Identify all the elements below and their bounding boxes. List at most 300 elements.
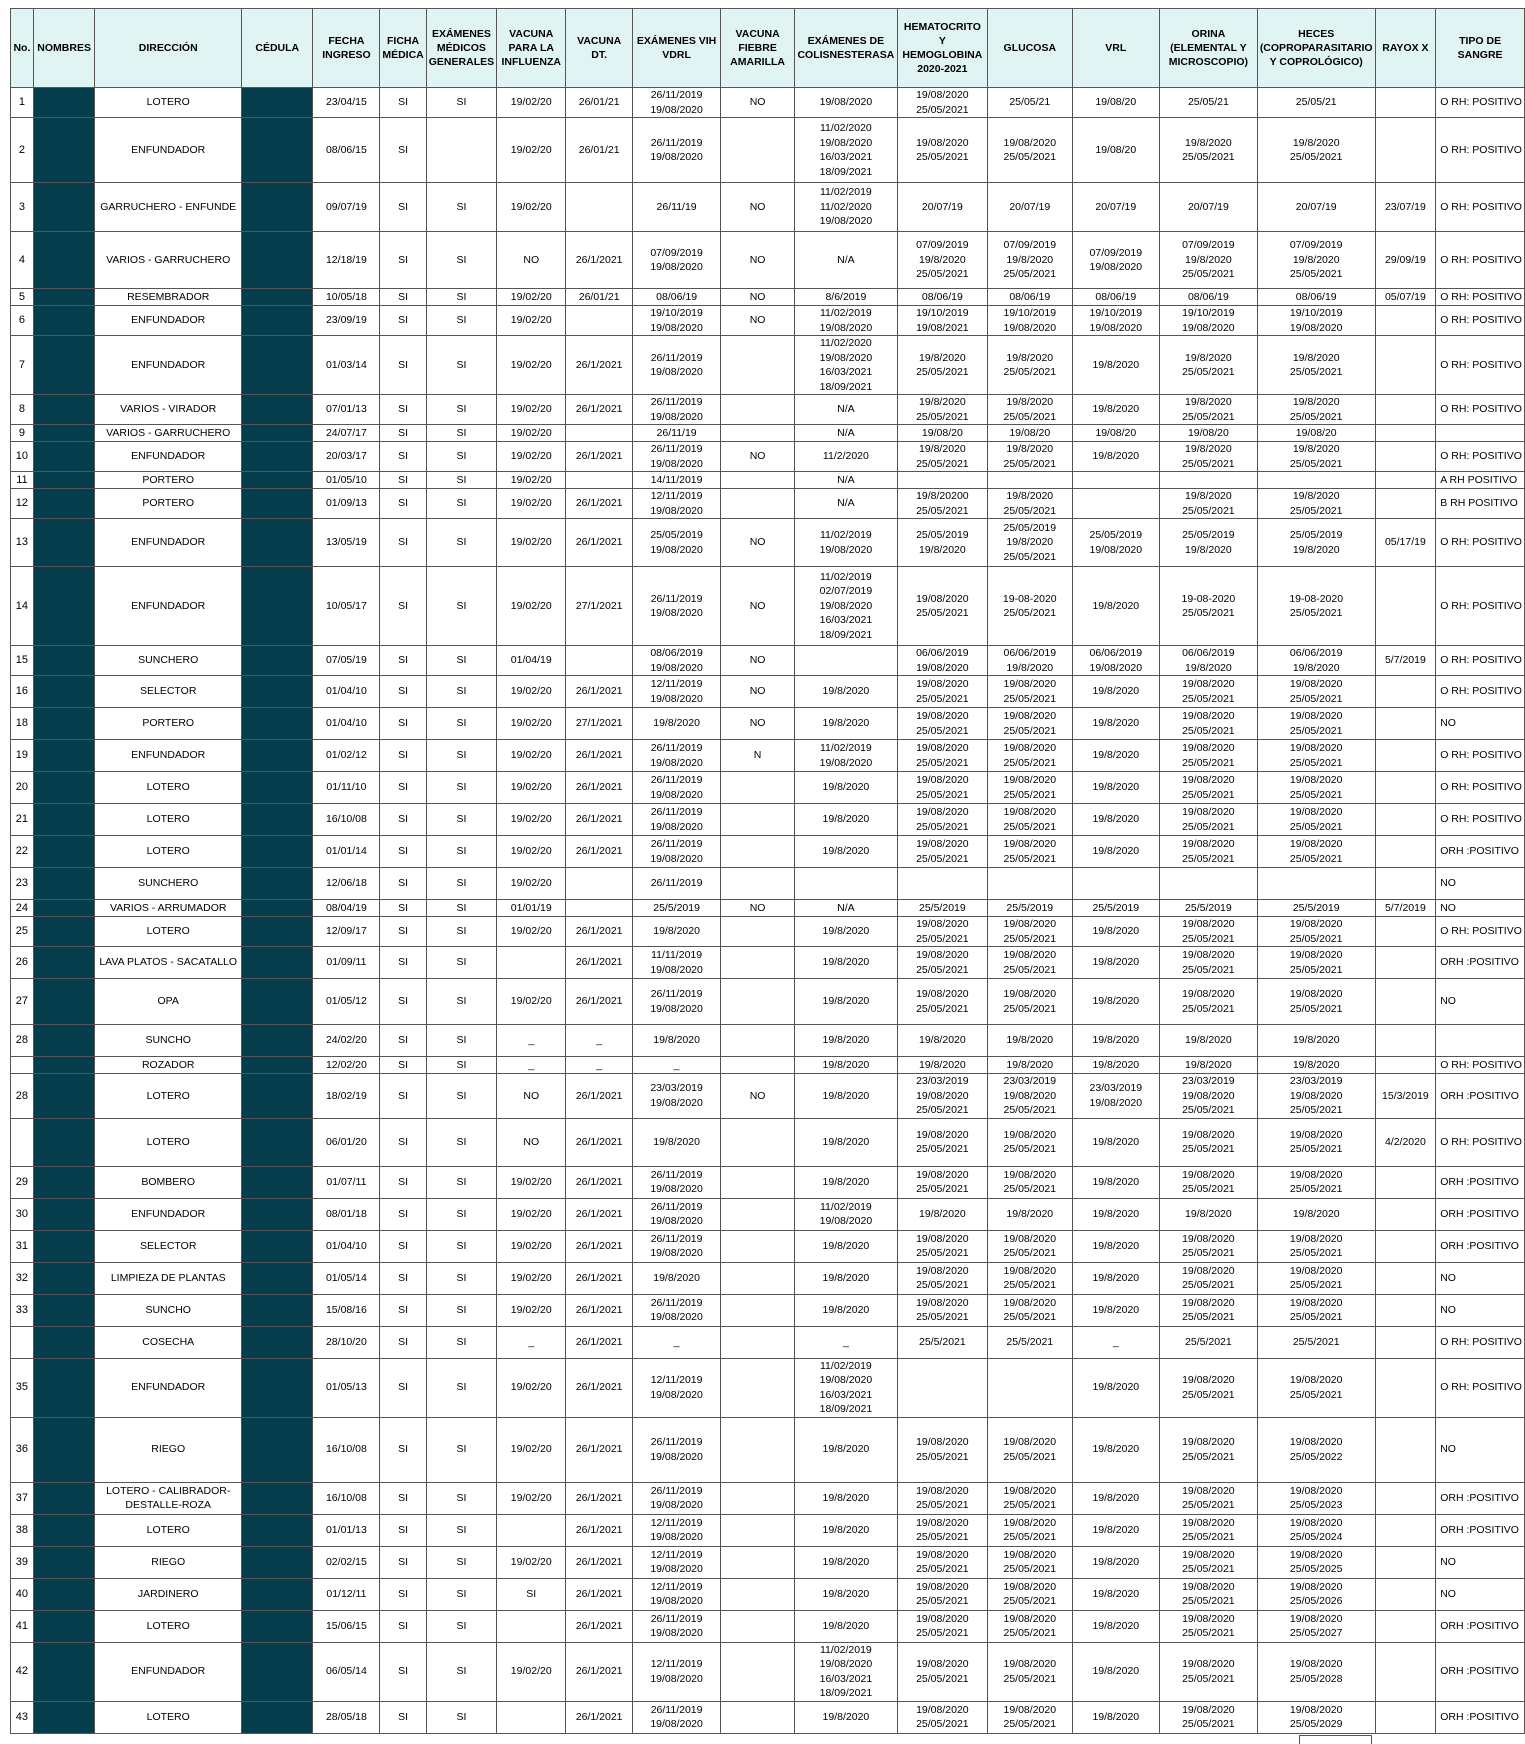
id-cell-redacted[interactable] <box>242 979 313 1025</box>
general-exams-cell[interactable]: SI <box>426 772 496 804</box>
name-cell-redacted[interactable] <box>33 772 95 804</box>
hematocrit-cell[interactable]: 19/8/2020 <box>897 1198 987 1230</box>
row-number[interactable]: 12 <box>11 489 34 519</box>
flu-vaccine-cell[interactable]: 19/02/20 <box>497 289 566 306</box>
name-cell-redacted[interactable] <box>33 1514 95 1546</box>
glucose-cell[interactable]: 19/08/2020 25/05/2021 <box>987 1610 1072 1642</box>
name-cell-redacted[interactable] <box>33 979 95 1025</box>
hematocrit-cell[interactable]: 25/5/2019 <box>897 900 987 917</box>
cholinesterase-cell[interactable]: 19/8/2020 <box>794 1610 897 1642</box>
direction-cell[interactable]: SELECTOR <box>95 676 242 708</box>
column-header[interactable]: NOMBRES <box>33 9 95 88</box>
stool-cell[interactable]: 19/08/2020 25/05/2026 <box>1257 1578 1375 1610</box>
vrl-cell[interactable]: 19/8/2020 <box>1072 395 1159 425</box>
direction-cell[interactable]: ENFUNDADOR <box>95 740 242 772</box>
xray-cell[interactable] <box>1375 1166 1436 1198</box>
blood-type-cell[interactable]: ORH :POSITIVO <box>1436 1642 1525 1701</box>
table-row[interactable] <box>11 88 1525 118</box>
hiv-vdrl-cell[interactable]: 25/05/2019 19/08/2020 <box>633 519 721 567</box>
vrl-cell[interactable]: 19/8/2020 <box>1072 740 1159 772</box>
id-cell-redacted[interactable] <box>242 836 313 868</box>
stool-cell[interactable]: 25/05/2019 19/8/2020 <box>1257 519 1375 567</box>
direction-cell[interactable]: ENFUNDADOR <box>95 336 242 395</box>
name-cell-redacted[interactable] <box>33 306 95 336</box>
flu-vaccine-cell[interactable]: NO <box>497 232 566 289</box>
name-cell-redacted[interactable] <box>33 1326 95 1358</box>
hiv-vdrl-cell[interactable]: 19/8/2020 <box>633 1025 721 1057</box>
glucose-cell[interactable]: 19/08/2020 25/05/2021 <box>987 1546 1072 1578</box>
medical-file-cell[interactable]: SI <box>380 1546 426 1578</box>
glucose-cell[interactable]: 19/8/2020 25/05/2021 <box>987 442 1072 472</box>
xray-cell[interactable]: 29/09/19 <box>1375 232 1436 289</box>
xray-cell[interactable] <box>1375 804 1436 836</box>
hematocrit-cell[interactable]: 19/8/2020 <box>897 1057 987 1074</box>
direction-cell[interactable]: PORTERO <box>95 472 242 489</box>
general-exams-cell[interactable]: SI <box>426 1118 496 1166</box>
id-cell-redacted[interactable] <box>242 1230 313 1262</box>
id-cell-redacted[interactable] <box>242 1118 313 1166</box>
stool-cell[interactable]: 19/8/2020 <box>1257 1057 1375 1074</box>
name-cell-redacted[interactable] <box>33 917 95 947</box>
direction-cell[interactable]: RIEGO <box>95 1417 242 1482</box>
xray-cell[interactable] <box>1375 740 1436 772</box>
dt-vaccine-cell[interactable]: 26/1/2021 <box>566 772 633 804</box>
vrl-cell[interactable]: 19/8/2020 <box>1072 979 1159 1025</box>
id-cell-redacted[interactable] <box>242 232 313 289</box>
hematocrit-cell[interactable]: 19/10/2019 19/08/2021 <box>897 306 987 336</box>
blood-type-cell[interactable] <box>1436 425 1525 442</box>
blood-type-cell[interactable]: O RH: POSITIVO <box>1436 289 1525 306</box>
urine-cell[interactable]: 19/08/2020 25/05/2021 <box>1159 1642 1257 1701</box>
cholinesterase-cell[interactable]: 19/8/2020 <box>794 1166 897 1198</box>
flu-vaccine-cell[interactable]: 19/02/20 <box>497 88 566 118</box>
glucose-cell[interactable]: 19/08/2020 25/05/2021 <box>987 118 1072 183</box>
column-header[interactable]: FICHA MÉDICA <box>380 9 426 88</box>
entry-date-cell[interactable]: 18/02/19 <box>313 1074 380 1119</box>
yellow-fever-cell[interactable] <box>721 118 795 183</box>
cholinesterase-cell[interactable]: 19/8/2020 <box>794 1025 897 1057</box>
blood-type-cell[interactable]: O RH: POSITIVO <box>1436 740 1525 772</box>
vrl-cell[interactable]: 19/8/2020 <box>1072 1166 1159 1198</box>
vrl-cell[interactable]: 19/8/2020 <box>1072 1358 1159 1417</box>
direction-cell[interactable]: VARIOS - ARRUMADOR <box>95 900 242 917</box>
blood-type-cell[interactable]: O RH: POSITIVO <box>1436 395 1525 425</box>
id-cell-redacted[interactable] <box>242 1701 313 1733</box>
dt-vaccine-cell[interactable]: 26/1/2021 <box>566 1514 633 1546</box>
stool-cell[interactable]: 19/08/2020 25/05/2021 <box>1257 708 1375 740</box>
flu-vaccine-cell[interactable]: 19/02/20 <box>497 868 566 900</box>
hematocrit-cell[interactable]: 19/08/2020 25/05/2021 <box>897 567 987 646</box>
glucose-cell[interactable]: 19/08/2020 25/05/2021 <box>987 1514 1072 1546</box>
xray-cell[interactable] <box>1375 868 1436 900</box>
urine-cell[interactable]: 19/08/2020 25/05/2021 <box>1159 947 1257 979</box>
flu-vaccine-cell[interactable]: 19/02/20 <box>497 1482 566 1514</box>
xray-cell[interactable]: 4/2/2020 <box>1375 1118 1436 1166</box>
general-exams-cell[interactable]: SI <box>426 1262 496 1294</box>
medical-file-cell[interactable]: SI <box>380 1514 426 1546</box>
vrl-cell[interactable]: 19/8/2020 <box>1072 1417 1159 1482</box>
hiv-vdrl-cell[interactable]: 26/11/2019 19/08/2020 <box>633 740 721 772</box>
general-exams-cell[interactable]: SI <box>426 740 496 772</box>
table-row[interactable] <box>11 1326 1525 1358</box>
xray-cell[interactable]: 5/7/2019 <box>1375 900 1436 917</box>
hematocrit-cell[interactable]: 19/08/2020 25/05/2021 <box>897 1701 987 1733</box>
name-cell-redacted[interactable] <box>33 567 95 646</box>
id-cell-redacted[interactable] <box>242 519 313 567</box>
blood-type-cell[interactable]: NO <box>1436 979 1525 1025</box>
hematocrit-cell[interactable]: 19/08/2020 25/05/2021 <box>897 917 987 947</box>
xray-cell[interactable] <box>1375 1417 1436 1482</box>
glucose-cell[interactable] <box>987 1358 1072 1417</box>
table-row[interactable] <box>11 1417 1525 1482</box>
column-header[interactable]: VACUNA DT. <box>566 9 633 88</box>
column-header[interactable]: ORINA (ELEMENTAL Y MICROSCOPIO) <box>1159 9 1257 88</box>
hiv-vdrl-cell[interactable]: 26/11/2019 19/08/2020 <box>633 1482 721 1514</box>
name-cell-redacted[interactable] <box>33 646 95 676</box>
row-number[interactable]: 41 <box>11 1610 34 1642</box>
hiv-vdrl-cell[interactable]: 26/11/2019 19/08/2020 <box>633 1198 721 1230</box>
hiv-vdrl-cell[interactable]: 26/11/2019 19/08/2020 <box>633 442 721 472</box>
cholinesterase-cell[interactable]: 19/8/2020 <box>794 804 897 836</box>
hiv-vdrl-cell[interactable]: 26/11/2019 19/08/2020 <box>633 1701 721 1733</box>
urine-cell[interactable]: 19/8/2020 <box>1159 1057 1257 1074</box>
name-cell-redacted[interactable] <box>33 289 95 306</box>
hematocrit-cell[interactable]: 19/8/2020 25/05/2021 <box>897 336 987 395</box>
dt-vaccine-cell[interactable]: 26/01/21 <box>566 88 633 118</box>
medical-file-cell[interactable]: SI <box>380 1417 426 1482</box>
vrl-cell[interactable] <box>1072 868 1159 900</box>
entry-date-cell[interactable]: 06/01/20 <box>313 1118 380 1166</box>
yellow-fever-cell[interactable] <box>721 1262 795 1294</box>
general-exams-cell[interactable]: SI <box>426 1326 496 1358</box>
blood-type-cell[interactable]: ORH :POSITIVO <box>1436 1610 1525 1642</box>
urine-cell[interactable]: 19/8/2020 25/05/2021 <box>1159 118 1257 183</box>
name-cell-redacted[interactable] <box>33 1025 95 1057</box>
stool-cell[interactable]: 19/8/2020 <box>1257 1025 1375 1057</box>
stool-cell[interactable]: 19/8/2020 25/05/2021 <box>1257 489 1375 519</box>
blood-type-cell[interactable]: O RH: POSITIVO <box>1436 772 1525 804</box>
row-number[interactable]: 29 <box>11 1166 34 1198</box>
blood-type-cell[interactable]: NO <box>1436 708 1525 740</box>
entry-date-cell[interactable]: 01/04/10 <box>313 1230 380 1262</box>
flu-vaccine-cell[interactable]: 19/02/20 <box>497 1198 566 1230</box>
id-cell-redacted[interactable] <box>242 947 313 979</box>
hiv-vdrl-cell[interactable]: 11/11/2019 19/08/2020 <box>633 947 721 979</box>
vrl-cell[interactable]: 19/8/2020 <box>1072 336 1159 395</box>
row-number[interactable]: 33 <box>11 1294 34 1326</box>
cholinesterase-cell[interactable]: N/A <box>794 900 897 917</box>
row-number[interactable]: 42 <box>11 1642 34 1701</box>
table-row[interactable] <box>11 836 1525 868</box>
medical-file-cell[interactable]: SI <box>380 1262 426 1294</box>
yellow-fever-cell[interactable] <box>721 489 795 519</box>
stool-cell[interactable]: 19/08/2020 25/05/2023 <box>1257 1482 1375 1514</box>
blood-type-cell[interactable]: O RH: POSITIVO <box>1436 232 1525 289</box>
xray-cell[interactable] <box>1375 1610 1436 1642</box>
stool-cell[interactable] <box>1257 472 1375 489</box>
entry-date-cell[interactable]: 12/18/19 <box>313 232 380 289</box>
vrl-cell[interactable]: 19/08/20 <box>1072 88 1159 118</box>
dt-vaccine-cell[interactable]: 26/1/2021 <box>566 232 633 289</box>
id-cell-redacted[interactable] <box>242 183 313 232</box>
dt-vaccine-cell[interactable]: 26/1/2021 <box>566 1230 633 1262</box>
row-number[interactable]: 4 <box>11 232 34 289</box>
blood-type-cell[interactable]: O RH: POSITIVO <box>1436 88 1525 118</box>
xray-cell[interactable] <box>1375 1546 1436 1578</box>
urine-cell[interactable]: 08/06/19 <box>1159 289 1257 306</box>
dt-vaccine-cell[interactable]: 26/1/2021 <box>566 395 633 425</box>
cholinesterase-cell[interactable]: 11/02/2019 19/08/2020 16/03/2021 18/09/2021 <box>794 1358 897 1417</box>
general-exams-cell[interactable]: SI <box>426 1057 496 1074</box>
row-number[interactable]: 28 <box>11 1074 34 1119</box>
vrl-cell[interactable]: 19/8/2020 <box>1072 708 1159 740</box>
glucose-cell[interactable]: 19/08/2020 25/05/2021 <box>987 1118 1072 1166</box>
urine-cell[interactable]: 25/05/21 <box>1159 88 1257 118</box>
cholinesterase-cell[interactable]: 19/8/2020 <box>794 836 897 868</box>
yellow-fever-cell[interactable]: NO <box>721 646 795 676</box>
name-cell-redacted[interactable] <box>33 425 95 442</box>
general-exams-cell[interactable]: SI <box>426 1294 496 1326</box>
direction-cell[interactable]: LOTERO <box>95 836 242 868</box>
general-exams-cell[interactable]: SI <box>426 306 496 336</box>
hiv-vdrl-cell[interactable]: 23/03/2019 19/08/2020 <box>633 1074 721 1119</box>
hematocrit-cell[interactable]: 19/08/2020 25/05/2021 <box>897 1262 987 1294</box>
stool-cell[interactable]: 19/08/2020 25/05/2021 <box>1257 979 1375 1025</box>
blood-type-cell[interactable]: O RH: POSITIVO <box>1436 519 1525 567</box>
medical-file-cell[interactable]: SI <box>380 900 426 917</box>
id-cell-redacted[interactable] <box>242 1166 313 1198</box>
table-row[interactable] <box>11 336 1525 395</box>
xray-cell[interactable] <box>1375 1701 1436 1733</box>
direction-cell[interactable]: LIMPIEZA DE PLANTAS <box>95 1262 242 1294</box>
general-exams-cell[interactable]: SI <box>426 1642 496 1701</box>
hematocrit-cell[interactable]: 19/8/20200 25/05/2021 <box>897 489 987 519</box>
flu-vaccine-cell[interactable]: 19/02/20 <box>497 472 566 489</box>
blood-type-cell[interactable]: NO <box>1436 1546 1525 1578</box>
direction-cell[interactable]: LOTERO <box>95 1610 242 1642</box>
yellow-fever-cell[interactable] <box>721 1358 795 1417</box>
medical-file-cell[interactable]: SI <box>380 336 426 395</box>
stool-cell[interactable]: 19/10/2019 19/08/2020 <box>1257 306 1375 336</box>
hiv-vdrl-cell[interactable]: 12/11/2019 19/08/2020 <box>633 1546 721 1578</box>
vrl-cell[interactable]: 19/8/2020 <box>1072 1262 1159 1294</box>
blood-type-cell[interactable]: ORH :POSITIVO <box>1436 836 1525 868</box>
medical-file-cell[interactable]: SI <box>380 567 426 646</box>
name-cell-redacted[interactable] <box>33 442 95 472</box>
xray-cell[interactable]: 5/7/2019 <box>1375 646 1436 676</box>
general-exams-cell[interactable]: SI <box>426 900 496 917</box>
xray-cell[interactable]: 15/3/2019 <box>1375 1074 1436 1119</box>
hiv-vdrl-cell[interactable]: 12/11/2019 19/08/2020 <box>633 1514 721 1546</box>
hematocrit-cell[interactable]: 19/08/2020 25/05/2021 <box>897 676 987 708</box>
direction-cell[interactable]: VARIOS - GARRUCHERO <box>95 425 242 442</box>
medical-file-cell[interactable]: SI <box>380 676 426 708</box>
id-cell-redacted[interactable] <box>242 472 313 489</box>
medical-file-cell[interactable]: SI <box>380 1057 426 1074</box>
id-cell-redacted[interactable] <box>242 804 313 836</box>
yellow-fever-cell[interactable] <box>721 1482 795 1514</box>
hematocrit-cell[interactable]: 19/08/2020 25/05/2021 <box>897 1546 987 1578</box>
row-number[interactable]: 11 <box>11 472 34 489</box>
glucose-cell[interactable]: 19/08/20 <box>987 425 1072 442</box>
flu-vaccine-cell[interactable]: 19/02/20 <box>497 1417 566 1482</box>
vrl-cell[interactable]: 19/8/2020 <box>1072 1642 1159 1701</box>
glucose-cell[interactable]: 19/08/2020 25/05/2021 <box>987 1417 1072 1482</box>
general-exams-cell[interactable]: SI <box>426 1546 496 1578</box>
row-number[interactable]: 31 <box>11 1230 34 1262</box>
urine-cell[interactable]: 07/09/2019 19/8/2020 25/05/2021 <box>1159 232 1257 289</box>
id-cell-redacted[interactable] <box>242 289 313 306</box>
yellow-fever-cell[interactable]: NO <box>721 1074 795 1119</box>
hematocrit-cell[interactable]: 19/08/2020 25/05/2021 <box>897 1294 987 1326</box>
cholinesterase-cell[interactable]: 11/02/2019 19/08/2020 <box>794 306 897 336</box>
urine-cell[interactable]: 19/08/2020 25/05/2021 <box>1159 1358 1257 1417</box>
hematocrit-cell[interactable]: 19/08/2020 25/05/2021 <box>897 1482 987 1514</box>
xray-cell[interactable] <box>1375 1514 1436 1546</box>
general-exams-cell[interactable]: SI <box>426 1358 496 1417</box>
flu-vaccine-cell[interactable] <box>497 1514 566 1546</box>
stool-cell[interactable]: 19/08/2020 25/05/2021 <box>1257 1230 1375 1262</box>
urine-cell[interactable]: 19/08/2020 25/05/2021 <box>1159 1118 1257 1166</box>
row-number[interactable]: 9 <box>11 425 34 442</box>
yellow-fever-cell[interactable] <box>721 1642 795 1701</box>
id-cell-redacted[interactable] <box>242 567 313 646</box>
general-exams-cell[interactable]: SI <box>426 676 496 708</box>
vrl-cell[interactable]: 23/03/2019 19/08/2020 <box>1072 1074 1159 1119</box>
blood-type-cell[interactable]: O RH: POSITIVO <box>1436 676 1525 708</box>
vrl-cell[interactable]: 19/8/2020 <box>1072 1514 1159 1546</box>
name-cell-redacted[interactable] <box>33 1074 95 1119</box>
yellow-fever-cell[interactable] <box>721 1198 795 1230</box>
vrl-cell[interactable]: 25/05/2019 19/08/2020 <box>1072 519 1159 567</box>
stool-cell[interactable]: 19/08/2020 25/05/2021 <box>1257 1118 1375 1166</box>
glucose-cell[interactable]: 19/8/2020 25/05/2021 <box>987 336 1072 395</box>
table-row[interactable] <box>11 1198 1525 1230</box>
flu-vaccine-cell[interactable] <box>497 1610 566 1642</box>
hematocrit-cell[interactable]: 19/08/2020 25/05/2021 <box>897 1514 987 1546</box>
cholinesterase-cell[interactable]: 19/8/2020 <box>794 917 897 947</box>
xray-cell[interactable] <box>1375 947 1436 979</box>
flu-vaccine-cell[interactable]: 19/02/20 <box>497 425 566 442</box>
stool-cell[interactable]: 25/5/2019 <box>1257 900 1375 917</box>
dt-vaccine-cell[interactable]: 26/1/2021 <box>566 740 633 772</box>
row-number[interactable]: 2 <box>11 118 34 183</box>
urine-cell[interactable]: 19/08/2020 25/05/2021 <box>1159 1166 1257 1198</box>
vrl-cell[interactable]: 19/08/20 <box>1072 118 1159 183</box>
stool-cell[interactable]: 08/06/19 <box>1257 289 1375 306</box>
cholinesterase-cell[interactable]: 19/8/2020 <box>794 1074 897 1119</box>
general-exams-cell[interactable]: SI <box>426 804 496 836</box>
xray-cell[interactable] <box>1375 1642 1436 1701</box>
direction-cell[interactable]: SUNCHO <box>95 1294 242 1326</box>
blood-type-cell[interactable]: O RH: POSITIVO <box>1436 804 1525 836</box>
table-row[interactable] <box>11 395 1525 425</box>
hiv-vdrl-cell[interactable]: 26/11/2019 19/08/2020 <box>633 1294 721 1326</box>
vrl-cell[interactable]: 19/8/2020 <box>1072 1701 1159 1733</box>
general-exams-cell[interactable]: SI <box>426 232 496 289</box>
general-exams-cell[interactable]: SI <box>426 336 496 395</box>
urine-cell[interactable]: 19/08/2020 25/05/2021 <box>1159 772 1257 804</box>
hiv-vdrl-cell[interactable]: 19/8/2020 <box>633 708 721 740</box>
table-row[interactable] <box>11 1642 1525 1701</box>
dt-vaccine-cell[interactable]: 26/01/21 <box>566 289 633 306</box>
entry-date-cell[interactable]: 01/09/13 <box>313 489 380 519</box>
stool-cell[interactable]: 07/09/2019 19/8/2020 25/05/2021 <box>1257 232 1375 289</box>
column-header[interactable]: GLUCOSA <box>987 9 1072 88</box>
general-exams-cell[interactable]: SI <box>426 836 496 868</box>
urine-cell[interactable]: 25/05/2019 19/8/2020 <box>1159 519 1257 567</box>
stool-cell[interactable]: 19/08/2020 25/05/2021 <box>1257 1166 1375 1198</box>
stool-cell[interactable]: 20/07/19 <box>1257 183 1375 232</box>
dt-vaccine-cell[interactable]: 26/1/2021 <box>566 1118 633 1166</box>
cholinesterase-cell[interactable]: N/A <box>794 472 897 489</box>
urine-cell[interactable]: 19/08/2020 25/05/2021 <box>1159 1514 1257 1546</box>
vrl-cell[interactable]: 19/8/2020 <box>1072 1025 1159 1057</box>
id-cell-redacted[interactable] <box>242 1482 313 1514</box>
entry-date-cell[interactable]: 16/10/08 <box>313 1482 380 1514</box>
row-number[interactable] <box>11 1118 34 1166</box>
table-row[interactable] <box>11 868 1525 900</box>
blood-type-cell[interactable]: O RH: POSITIVO <box>1436 1358 1525 1417</box>
table-row[interactable] <box>11 1294 1525 1326</box>
flu-vaccine-cell[interactable]: 19/02/20 <box>497 336 566 395</box>
id-cell-redacted[interactable] <box>242 646 313 676</box>
vrl-cell[interactable]: 19/10/2019 19/08/2020 <box>1072 306 1159 336</box>
glucose-cell[interactable]: 19/08/2020 25/05/2021 <box>987 1166 1072 1198</box>
general-exams-cell[interactable]: SI <box>426 395 496 425</box>
dt-vaccine-cell[interactable]: 26/1/2021 <box>566 917 633 947</box>
table-row[interactable] <box>11 1610 1525 1642</box>
xray-cell[interactable]: 05/07/19 <box>1375 289 1436 306</box>
id-cell-redacted[interactable] <box>242 1514 313 1546</box>
column-header[interactable]: TIPO DE SANGRE <box>1436 9 1525 88</box>
id-cell-redacted[interactable] <box>242 489 313 519</box>
medical-file-cell[interactable]: SI <box>380 395 426 425</box>
hiv-vdrl-cell[interactable]: 26/11/2019 19/08/2020 <box>633 395 721 425</box>
table-row[interactable] <box>11 1546 1525 1578</box>
flu-vaccine-cell[interactable]: 19/02/20 <box>497 676 566 708</box>
column-header[interactable]: CÉDULA <box>242 9 313 88</box>
glucose-cell[interactable]: 07/09/2019 19/8/2020 25/05/2021 <box>987 232 1072 289</box>
row-number[interactable]: 15 <box>11 646 34 676</box>
entry-date-cell[interactable]: 16/10/08 <box>313 1417 380 1482</box>
urine-cell[interactable]: 19/08/2020 25/05/2021 <box>1159 1230 1257 1262</box>
vrl-cell[interactable]: 19/8/2020 <box>1072 836 1159 868</box>
row-number[interactable]: 21 <box>11 804 34 836</box>
entry-date-cell[interactable]: 12/06/18 <box>313 868 380 900</box>
medical-file-cell[interactable]: SI <box>380 804 426 836</box>
entry-date-cell[interactable]: 01/09/11 <box>313 947 380 979</box>
direction-cell[interactable]: SELECTOR <box>95 1230 242 1262</box>
row-number[interactable]: 20 <box>11 772 34 804</box>
glucose-cell[interactable]: 23/03/2019 19/08/2020 25/05/2021 <box>987 1074 1072 1119</box>
stool-cell[interactable]: 19/08/2020 25/05/2021 <box>1257 1262 1375 1294</box>
dt-vaccine-cell[interactable]: 26/1/2021 <box>566 519 633 567</box>
table-row[interactable] <box>11 708 1525 740</box>
medical-file-cell[interactable]: SI <box>380 519 426 567</box>
urine-cell[interactable]: 20/07/19 <box>1159 183 1257 232</box>
xray-cell[interactable] <box>1375 917 1436 947</box>
glucose-cell[interactable]: 19/08/2020 25/05/2021 <box>987 1294 1072 1326</box>
vrl-cell[interactable]: 19/8/2020 <box>1072 1057 1159 1074</box>
vrl-cell[interactable]: 19/8/2020 <box>1072 1546 1159 1578</box>
name-cell-redacted[interactable] <box>33 1701 95 1733</box>
table-row[interactable] <box>11 1514 1525 1546</box>
entry-date-cell[interactable]: 01/05/12 <box>313 979 380 1025</box>
hiv-vdrl-cell[interactable]: 26/11/2019 19/08/2020 <box>633 1166 721 1198</box>
general-exams-cell[interactable]: SI <box>426 1166 496 1198</box>
stool-cell[interactable]: 19/8/2020 25/05/2021 <box>1257 118 1375 183</box>
